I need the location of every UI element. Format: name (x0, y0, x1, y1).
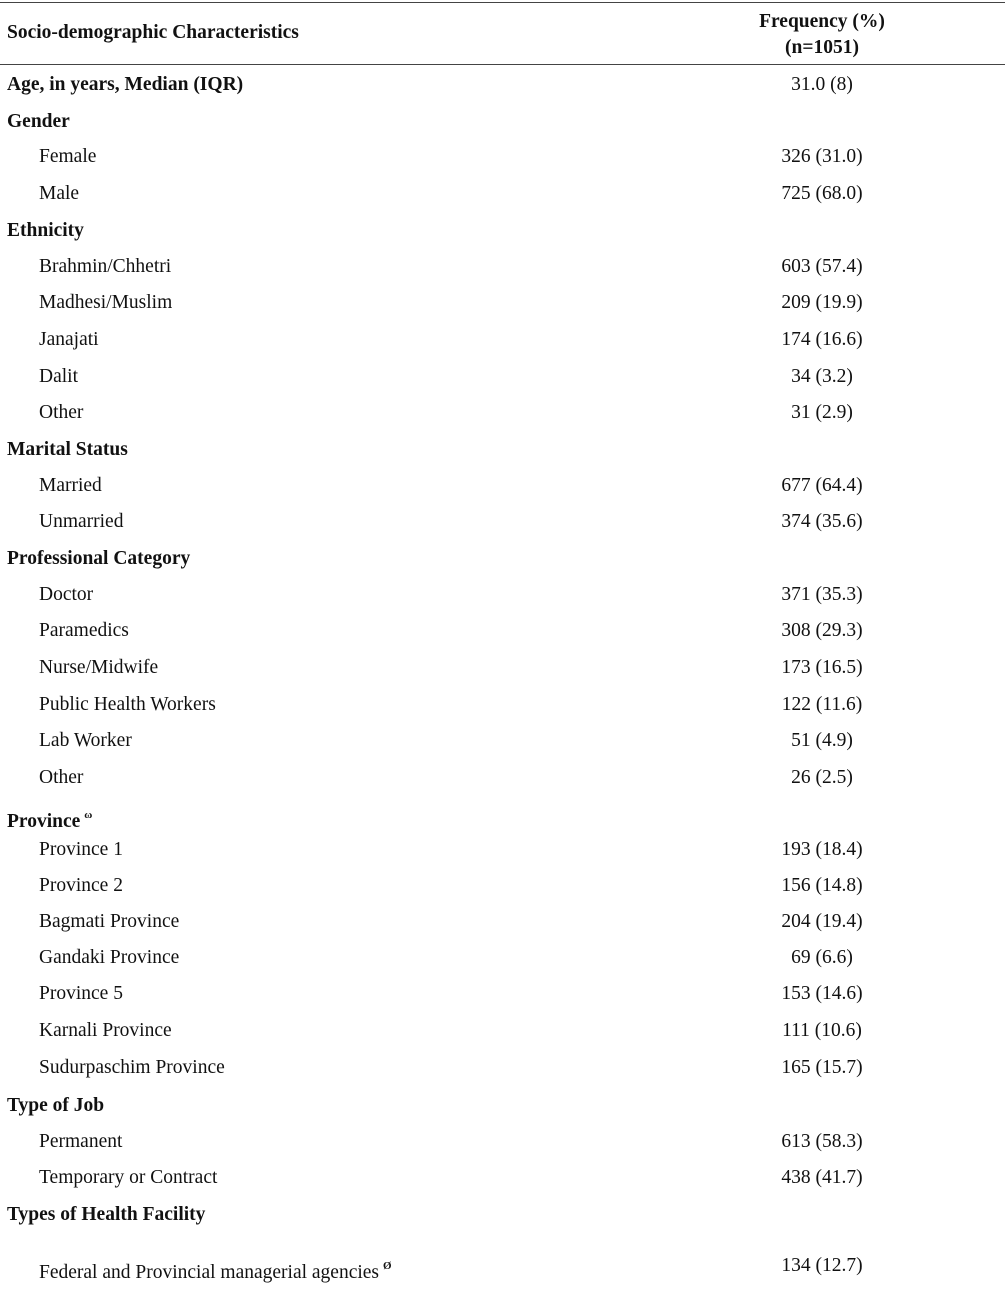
row-label: Nurse/Midwife (39, 657, 159, 678)
row-label: Doctor (39, 584, 94, 605)
row-value: 134 (12.7) (781, 1255, 863, 1276)
table-row (0, 322, 1005, 358)
table-row (0, 67, 1005, 103)
row-label: Unmarried (39, 511, 124, 532)
header-frequency (742, 9, 902, 61)
table-row (0, 1160, 1005, 1196)
table-row (0, 687, 1005, 723)
table-row (0, 1124, 1005, 1160)
row-label: Madhesi/Muslim (39, 292, 173, 313)
table-row (0, 395, 1005, 431)
row-label: Ethnicity (7, 220, 84, 241)
row-label: Types of Health Facility (7, 1204, 206, 1225)
row-label: Female (39, 146, 97, 167)
table-row (0, 760, 1005, 796)
row-value: 153 (14.6) (781, 983, 863, 1004)
row-value: 26 (2.5) (791, 767, 853, 788)
row-value: 122 (11.6) (781, 694, 863, 715)
row-label: Gender (7, 111, 70, 132)
table-row (0, 1088, 1005, 1124)
row-value: 173 (16.5) (781, 657, 863, 678)
row-value: 308 (29.3) (781, 620, 863, 641)
row-value: 603 (57.4) (781, 256, 863, 277)
table-row (0, 577, 1005, 613)
table-row (0, 104, 1005, 140)
row-value: 204 (19.4) (781, 911, 863, 932)
table-row (0, 139, 1005, 175)
row-value: 374 (35.6) (781, 511, 863, 532)
row-label: Province 5 (39, 983, 123, 1004)
row-label: Age, in years, Median (IQR) (7, 74, 244, 95)
row-label: Province 1 (39, 839, 123, 860)
row-value: 111 (10.6) (782, 1020, 862, 1041)
row-label: Marital Status (7, 439, 128, 460)
row-label: Temporary or Contract (39, 1167, 218, 1188)
header-frequency-line1: Frequency (%) (759, 11, 885, 32)
table-row (0, 1013, 1005, 1049)
row-label: Other (39, 402, 84, 423)
table-row (0, 359, 1005, 395)
table-row (0, 1248, 1005, 1284)
table-row (0, 797, 1005, 833)
table-row (0, 976, 1005, 1012)
row-value: 613 (58.3) (781, 1131, 863, 1152)
row-label: Paramedics (39, 620, 129, 641)
table-row (0, 723, 1005, 759)
table-row (0, 541, 1005, 577)
table-row (0, 650, 1005, 686)
row-label: Brahmin/Chhetri (39, 256, 172, 277)
row-label: Bagmati Province (39, 911, 180, 932)
header-rule (0, 64, 1005, 65)
row-label: Type of Job (7, 1095, 105, 1116)
row-label: Province $^\omega$ (7, 809, 93, 832)
row-value: 69 (6.6) (791, 947, 853, 968)
row-value: 174 (16.6) (781, 329, 863, 350)
row-label: Janajati (39, 329, 99, 350)
row-label: Other (39, 767, 84, 788)
row-value: 677 (64.4) (781, 475, 863, 496)
row-label: Federal and Provincial managerial agencies $^Ø$ (39, 1260, 392, 1283)
table-row (0, 940, 1005, 976)
table-row (0, 213, 1005, 249)
footnote-marker: Ø (383, 1260, 392, 1272)
row-label: Married (39, 475, 102, 496)
header-frequency-line2: (n=1051) (785, 37, 859, 58)
table-row (0, 832, 1005, 868)
header-characteristics: Socio-demographic Characteristics (7, 22, 299, 43)
row-value: 51 (4.9) (791, 730, 853, 751)
table-row (0, 1197, 1005, 1233)
row-value: 725 (68.0) (781, 183, 863, 204)
table-row (0, 504, 1005, 540)
row-value: 209 (19.9) (781, 292, 863, 313)
row-label: Sudurpaschim Province (39, 1057, 225, 1078)
row-label: Lab Worker (39, 730, 132, 751)
table-row (0, 432, 1005, 468)
row-label: Province 2 (39, 875, 123, 896)
table-row (0, 868, 1005, 904)
row-value: 193 (18.4) (781, 839, 863, 860)
row-label: Dalit (39, 366, 78, 387)
row-label: Karnali Province (39, 1020, 172, 1041)
row-label: Professional Category (7, 548, 191, 569)
row-value: 156 (14.8) (781, 875, 863, 896)
table-row (0, 468, 1005, 504)
row-label: Male (39, 183, 80, 204)
table-row (0, 904, 1005, 940)
row-value: 31 (2.9) (791, 402, 853, 423)
row-value: 438 (41.7) (781, 1167, 863, 1188)
row-value: 165 (15.7) (781, 1057, 863, 1078)
table-row (0, 285, 1005, 321)
row-label: Gandaki Province (39, 947, 180, 968)
row-value: 326 (31.0) (781, 146, 863, 167)
table-row (0, 1050, 1005, 1086)
table-row (0, 176, 1005, 212)
table-row (0, 249, 1005, 285)
row-value: 31.0 (8) (791, 74, 853, 95)
row-label: Public Health Workers (39, 694, 216, 715)
row-value: 34 (3.2) (791, 366, 853, 387)
footnote-marker: ω (84, 809, 93, 821)
top-rule (0, 2, 1005, 3)
row-label: Permanent (39, 1131, 123, 1152)
table-row (0, 613, 1005, 649)
row-value: 371 (35.3) (781, 584, 863, 605)
